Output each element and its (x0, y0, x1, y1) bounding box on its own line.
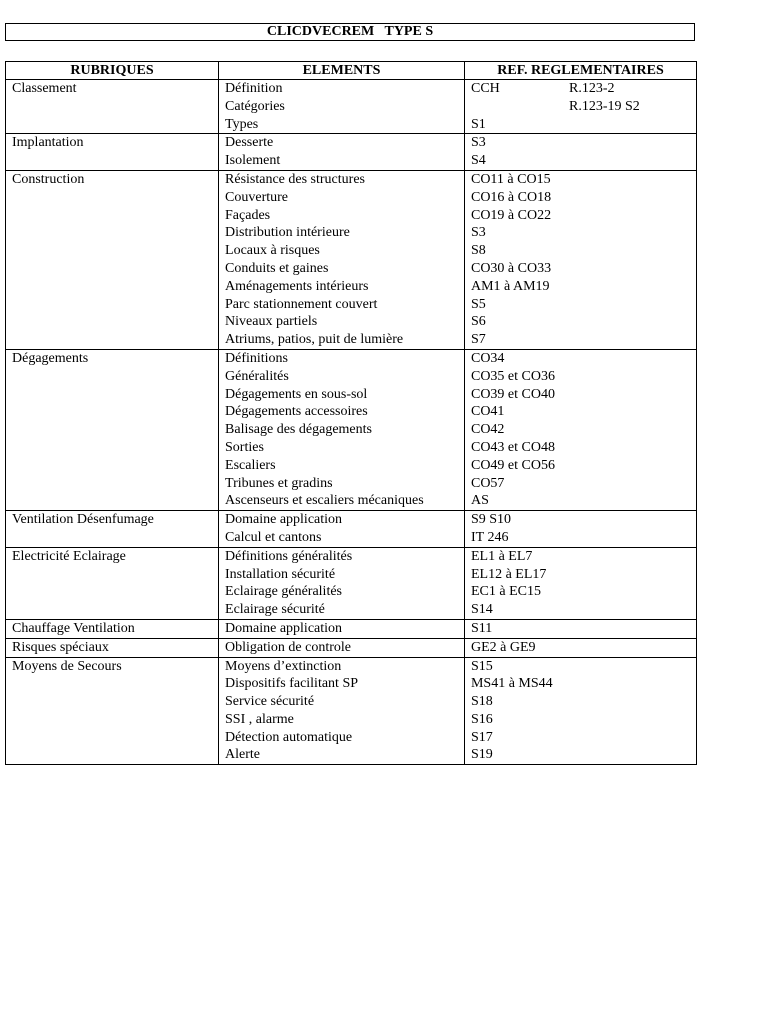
element-item: Balisage des dégagements (225, 422, 372, 438)
element-item: Niveaux partiels (225, 314, 318, 330)
element-item: Moyens d’extinction (225, 658, 342, 674)
ref-item: S11 (470, 620, 493, 636)
element-item: Couverture (225, 189, 288, 205)
refs-cell (464, 80, 696, 134)
refs-cell (464, 349, 696, 510)
ref-item: EL1 à EL7 (470, 548, 533, 564)
ref-item: CO57 (470, 475, 505, 491)
table-row (6, 657, 697, 765)
ref-item: S3 (470, 135, 486, 151)
element-item: Ascenseurs et escaliers mécaniques (225, 493, 424, 509)
rubrique-label: Classement (12, 81, 77, 96)
rubrique-cell (6, 657, 219, 765)
table-body (6, 80, 697, 765)
refs-cell (464, 547, 696, 619)
rubrique-cell (6, 134, 219, 171)
element-item: Calcul et cantons (225, 529, 322, 545)
element-item: Parc stationnement couvert (225, 296, 378, 312)
rubrique-label: Electricité Eclairage (12, 548, 126, 564)
ref-item: CO43 et CO48 (470, 439, 555, 455)
element-item: Distribution intérieure (225, 225, 350, 241)
element-item: Conduits et gaines (225, 260, 329, 276)
document-title: CLICDVECREM TYPE S (5, 23, 695, 41)
ref-item: S7 (470, 332, 486, 348)
table-row (6, 638, 697, 657)
element-item: Domaine application (225, 512, 343, 528)
element-item: Dégagements en sous-sol (225, 386, 368, 402)
ref-item: CO30 à CO33 (470, 260, 552, 276)
rubrique-label: Risques spéciaux (12, 639, 109, 655)
ref-item: S9 S10 (470, 512, 512, 528)
ref-item: S4 (470, 153, 486, 169)
ref-item: S14 (470, 602, 493, 618)
elements-cell (219, 80, 465, 134)
element-item: Obligation de controle (225, 639, 351, 655)
rubrique-label: Dégagements (12, 350, 89, 366)
rubrique-label: Construction (12, 171, 85, 187)
ref-item: S18 (470, 694, 493, 710)
ref-item: S17 (470, 729, 493, 745)
ref-item: S15 (470, 658, 493, 674)
table-row (6, 349, 697, 510)
ref-item: AS (470, 493, 489, 509)
element-item: Dégagements accessoires (225, 404, 368, 420)
header-refs: REF. REGLEMENTAIRES (464, 62, 696, 80)
rubrique-label: Chauffage Ventilation (12, 620, 135, 636)
rubrique-cell (6, 638, 219, 657)
element-item: Locaux à risques (225, 243, 320, 259)
element-item: Installation sécurité (225, 566, 336, 582)
refs-cell (464, 638, 696, 657)
ref-item: CO34 (470, 350, 505, 366)
elements-cell (219, 170, 465, 349)
element-item: Types (225, 116, 259, 132)
element-item: Résistance des structures (225, 171, 365, 187)
ref-item: CO35 et CO36 (470, 368, 555, 384)
element-item: Service sécurité (225, 694, 315, 710)
element-item: Aménagements intérieurs (225, 278, 369, 294)
element-item: Alerte (225, 747, 260, 763)
ref-item: S5 (470, 296, 486, 312)
rubrique-label: Moyens de Secours (12, 658, 122, 674)
ref-item: CO49 et CO56 (470, 457, 555, 473)
element-item: Définitions (225, 350, 289, 366)
table-row (6, 511, 697, 548)
refs-cell (464, 170, 696, 349)
element-item: Dispositifs facilitant SP (225, 676, 359, 692)
elements-cell (219, 511, 465, 548)
ref-item: AM1 à AM19 (470, 278, 550, 294)
element-item: SSI , alarme (225, 711, 294, 727)
element-item: Définition (225, 81, 283, 96)
ref-item: S8 (470, 243, 486, 259)
ref-item: GE2 à GE9 (470, 639, 536, 655)
rubrique-cell (6, 170, 219, 349)
regulation-table (5, 61, 697, 765)
element-item: Escaliers (225, 457, 276, 473)
table-row (6, 170, 697, 349)
elements-cell (219, 349, 465, 510)
ref-item: S6 (470, 314, 486, 330)
ref-item: S3 (470, 225, 486, 241)
rubrique-cell (6, 619, 219, 638)
ref-item: R.123-19 S2 (568, 98, 640, 114)
ref-item: CO11 à CO15 (470, 171, 551, 187)
element-item: Eclairage sécurité (225, 602, 325, 618)
element-item: Atriums, patios, puit de lumière (225, 332, 404, 348)
ref-item: CO39 et CO40 (470, 386, 555, 402)
elements-cell (219, 619, 465, 638)
elements-cell (219, 657, 465, 765)
element-item: Tribunes et gradins (225, 475, 333, 491)
refs-cell (464, 134, 696, 171)
ref-item: CO16 à CO18 (470, 189, 552, 205)
ref-item: CO19 à CO22 (470, 207, 552, 223)
ref-item: S19 (470, 747, 493, 763)
element-item: Desserte (225, 135, 274, 151)
table-row (6, 80, 697, 134)
element-item: Sorties (225, 439, 264, 455)
refs-cell (464, 511, 696, 548)
rubrique-cell (6, 547, 219, 619)
element-item: Façades (225, 207, 271, 223)
rubrique-cell (6, 80, 219, 134)
ref-item: MS41 à MS44 (470, 676, 553, 692)
ref-item: CO42 (470, 422, 505, 438)
element-item: Isolement (225, 153, 281, 169)
ref-item: EL12 à EL17 (470, 566, 547, 582)
ref-item: CCH (470, 81, 500, 96)
header-rubriques: RUBRIQUES (6, 62, 219, 80)
ref-item: S1 (470, 116, 486, 132)
rubrique-cell (6, 349, 219, 510)
element-item: Détection automatique (225, 729, 353, 745)
refs-cell (464, 657, 696, 765)
elements-cell (219, 547, 465, 619)
element-item: Catégories (225, 98, 285, 114)
table-row (6, 547, 697, 619)
header-elements: ELEMENTS (219, 62, 465, 80)
ref-item: EC1 à EC15 (470, 584, 541, 600)
rubrique-label: Implantation (12, 135, 84, 151)
element-item: Définitions généralités (225, 548, 353, 564)
refs-cell (464, 619, 696, 638)
element-item: Domaine application (225, 620, 343, 636)
rubrique-cell (6, 511, 219, 548)
elements-cell (219, 134, 465, 171)
table-row (6, 134, 697, 171)
table-header-row (6, 62, 697, 80)
element-item: Généralités (225, 368, 289, 384)
ref-item: CO41 (470, 404, 505, 420)
ref-item: IT 246 (470, 529, 509, 545)
elements-cell (219, 638, 465, 657)
element-item: Eclairage généralités (225, 584, 342, 600)
ref-item: R.123-2 (568, 81, 615, 96)
table-row (6, 619, 697, 638)
ref-item: S16 (470, 711, 493, 727)
rubrique-label: Ventilation Désenfumage (12, 512, 154, 528)
